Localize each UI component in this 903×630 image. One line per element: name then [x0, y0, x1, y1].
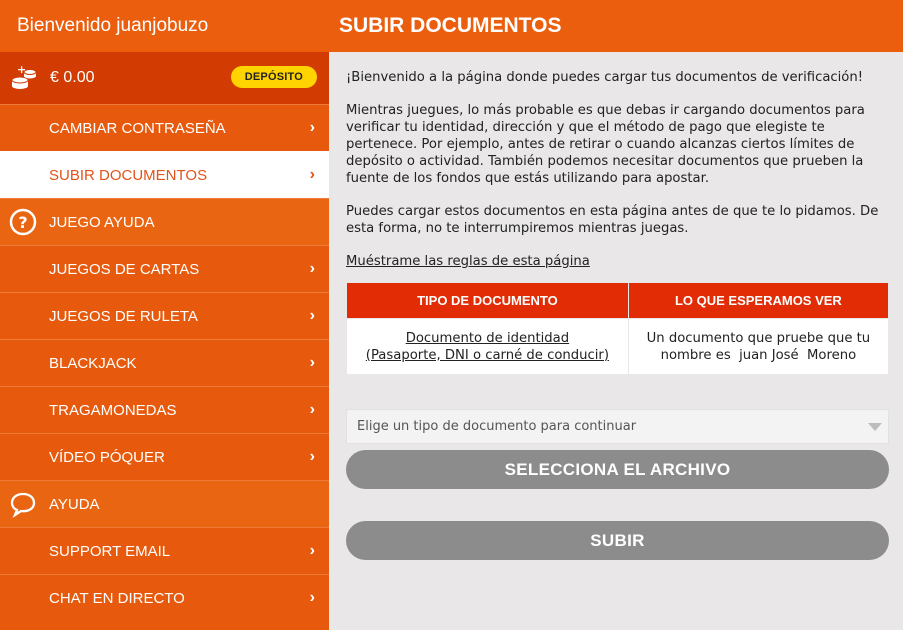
svg-text:+: + [17, 64, 27, 76]
chevron-right-icon: › [309, 307, 315, 324]
chevron-right-icon: › [309, 260, 315, 277]
sidebar-item-label: CHAT EN DIRECTO [49, 589, 185, 607]
doc-line-1: Documento de identidad [405, 330, 570, 346]
chevron-right-icon: › [309, 354, 315, 371]
sidebar-section-game-help [0, 198, 329, 245]
welcome-greeting: Bienvenido juanjobuzo [0, 0, 329, 52]
sidebar-item-label: SUPPORT EMAIL [49, 542, 171, 560]
question-circle-icon [9, 208, 37, 236]
chat-bubble-icon [9, 490, 37, 518]
advance-upload-paragraph: Puedes cargar estos documentos en esta página antes de que te lo pidamos. De esta forma, no te interrumpiremos mientras juegas. [346, 204, 879, 236]
sidebar-section-label: AYUDA [49, 495, 100, 513]
document-types-table [346, 282, 889, 375]
rules-link[interactable]: Muéstrame las reglas de esta página [346, 254, 590, 269]
chevron-right-icon: › [309, 542, 315, 559]
expected-cell [628, 319, 888, 375]
sidebar-item-label: SUBIR DOCUMENTOS [49, 166, 208, 184]
column-header-document-type: TIPO DE DOCUMENTO [347, 283, 629, 319]
sidebar-item-label: JUEGOS DE CARTAS [49, 260, 200, 278]
sidebar-item-roulette-games[interactable] [0, 292, 329, 339]
sidebar-section-help [0, 480, 329, 527]
table-header-row [347, 283, 889, 319]
table-row [347, 319, 889, 375]
expected-line-2: nombre es juan José Moreno [660, 347, 857, 363]
sidebar-item-change-password[interactable] [0, 104, 329, 151]
chevron-right-icon: › [309, 119, 315, 136]
sidebar-item-live-chat[interactable] [0, 574, 329, 621]
sidebar-item-label: CAMBIAR CONTRASEÑA [49, 119, 226, 137]
sidebar-section-label: JUEGO AYUDA [49, 213, 155, 231]
select-placeholder: Elige un tipo de documento para continuar [357, 419, 637, 434]
identity-document-link[interactable] [366, 331, 609, 363]
dropdown-arrow-icon [868, 423, 882, 431]
deposit-button[interactable]: DEPÓSITO [231, 66, 317, 88]
sidebar-item-card-games[interactable] [0, 245, 329, 292]
coins-icon [10, 64, 38, 92]
chevron-right-icon: › [309, 448, 315, 465]
explanation-paragraph: Mientras juegues, lo más probable es que debas ir cargando documentos para verificar tu identidad, dirección y que el método de pago que elegiste te pertenece. Por ejemplo, antes de retirar o cuando alcanzas ciertos límites de depósito o actividad. También podemos necesitar documentos que prueben la fuente de los fondos que estás utilizando para apostar. [346, 103, 865, 186]
sidebar-item-video-poker[interactable] [0, 433, 329, 480]
upload-button[interactable]: SUBIR [346, 521, 889, 560]
document-type-select[interactable] [346, 409, 889, 444]
intro-text: ¡Bienvenido a la página donde puedes cargar tus documentos de verificación! [346, 70, 864, 85]
select-file-button[interactable]: SELECCIONA EL ARCHIVO [346, 450, 889, 489]
sidebar-menu [0, 104, 329, 621]
chevron-right-icon: › [309, 589, 315, 606]
sidebar-item-label: TRAGAMONEDAS [49, 401, 177, 419]
balance-amount: € 0.00 [50, 69, 95, 86]
column-header-expected: LO QUE ESPERAMOS VER [628, 283, 888, 319]
chevron-right-icon: › [309, 166, 315, 183]
doc-line-2: (Pasaporte, DNI o carné de conducir) [365, 347, 609, 363]
sidebar [0, 0, 329, 630]
sidebar-item-label: JUEGOS DE RULETA [49, 307, 198, 325]
expected-line-1: Un documento que pruebe que tu [646, 330, 871, 346]
sidebar-item-slots[interactable] [0, 386, 329, 433]
chevron-right-icon: › [309, 401, 315, 418]
sidebar-item-blackjack[interactable] [0, 339, 329, 386]
page-title: SUBIR DOCUMENTOS [329, 0, 903, 52]
sidebar-item-label: VÍDEO PÓQUER [49, 448, 165, 466]
balance-bar [0, 52, 329, 104]
sidebar-item-support-email[interactable] [0, 527, 329, 574]
document-type-cell [347, 319, 629, 375]
main-panel [329, 0, 903, 630]
svg-text:?: ? [18, 213, 28, 232]
sidebar-item-upload-documents[interactable] [0, 151, 329, 198]
content-area [329, 52, 903, 560]
sidebar-item-label: BLACKJACK [49, 354, 137, 372]
